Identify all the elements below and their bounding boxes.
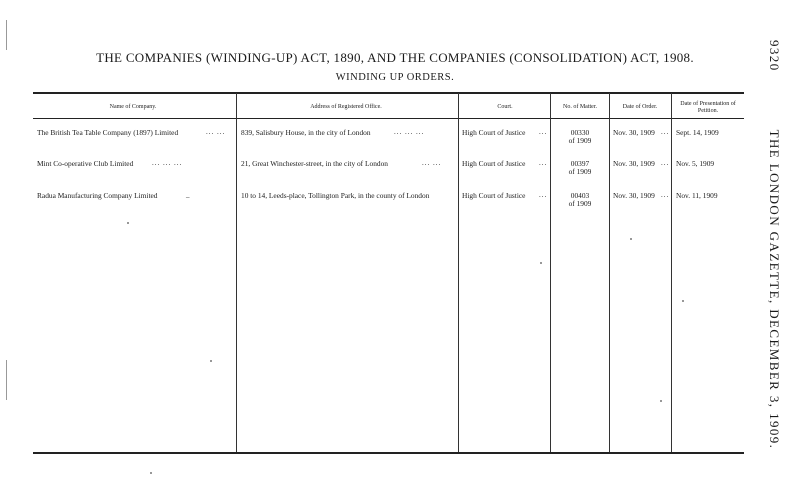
petition-date: Sept. 14, 1909: [676, 128, 719, 137]
company-name: Radua Manufacturing Company Limited: [37, 191, 158, 200]
column-header-matter: No. of Matter.: [563, 104, 597, 110]
order-date: Nov. 30, 1909: [613, 128, 655, 137]
matter-number: 00330: [570, 128, 590, 137]
column-header-court: Court.: [497, 104, 513, 110]
leader-dots: ...: [539, 191, 548, 199]
matter-number: 00403: [570, 191, 590, 200]
ink-speck: [540, 262, 542, 264]
column-divider: [671, 93, 672, 452]
leader-dots: ... ... ...: [152, 159, 183, 167]
column-divider: [236, 93, 237, 452]
column-header-name: Name of Company.: [109, 104, 157, 110]
leader-dots: ... ...: [422, 159, 442, 167]
column-divider: [609, 93, 610, 452]
column-header-address: Address of Registered Office.: [310, 104, 382, 110]
matter-year: of 1909: [568, 199, 592, 208]
ink-speck: [682, 300, 684, 302]
column-header-order-date: Date of Order.: [622, 104, 658, 110]
leader-dots: ...: [539, 159, 548, 167]
section-title: WINDING UP ORDERS.: [335, 72, 455, 83]
leader-dots: ...: [661, 159, 670, 167]
company-name: The British Tea Table Company (1897) Limited: [37, 128, 179, 137]
leader-dots: ...: [539, 128, 548, 136]
page-number: 9320: [767, 40, 782, 72]
table-header-rule: [33, 118, 744, 119]
page-edge-mark: [6, 360, 7, 400]
ink-speck: [210, 360, 212, 362]
column-header-petition-line1: Date of Presentation of: [680, 101, 736, 107]
leader-dots: ... ...: [206, 128, 226, 136]
gazette-running-head: THE LONDON GAZETTE, DECEMBER 3, 1909.: [767, 129, 782, 450]
gazette-side-banner: [766, 40, 782, 449]
order-date: Nov. 30, 1909: [613, 191, 655, 200]
ink-speck: [127, 222, 129, 224]
order-date: Nov. 30, 1909: [613, 159, 655, 168]
act-title: THE COMPANIES (WINDING-UP) ACT, 1890, AND THE COMPANIES (CONSOLIDATION) ACT, 1908.: [96, 50, 694, 65]
table-bottom-rule: [33, 452, 744, 454]
column-header-petition-line2: Petition.: [697, 108, 719, 114]
leader-dots: ...: [661, 191, 670, 199]
petition-date: Nov. 11, 1909: [676, 191, 718, 200]
column-divider: [458, 93, 459, 452]
leader-dots: _: [186, 191, 191, 199]
table-top-rule: [33, 92, 744, 94]
leader-dots: ... ... ...: [394, 128, 425, 136]
court-name: High Court of Justice: [462, 159, 526, 168]
court-name: High Court of Justice: [462, 128, 526, 137]
ink-speck: [660, 400, 662, 402]
registered-address: 21, Great Winchester-street, in the city of London: [241, 159, 388, 168]
ink-speck: [630, 238, 632, 240]
leader-dots: ...: [661, 128, 670, 136]
matter-number: 00397: [570, 159, 590, 168]
ink-speck: [150, 472, 152, 474]
page-edge-mark: [6, 20, 7, 50]
matter-year: of 1909: [568, 136, 592, 145]
registered-address: 10 to 14, Leeds-place, Tollington Park, in the county of London: [241, 191, 430, 200]
court-name: High Court of Justice: [462, 191, 526, 200]
petition-date: Nov. 5, 1909: [676, 159, 715, 168]
column-header-petition-date: [672, 101, 744, 115]
company-name: Mint Co-operative Club Limited: [37, 159, 134, 168]
column-divider: [550, 93, 551, 452]
registered-address: 839, Salisbury House, in the city of London: [241, 128, 371, 137]
matter-year: of 1909: [568, 167, 592, 176]
